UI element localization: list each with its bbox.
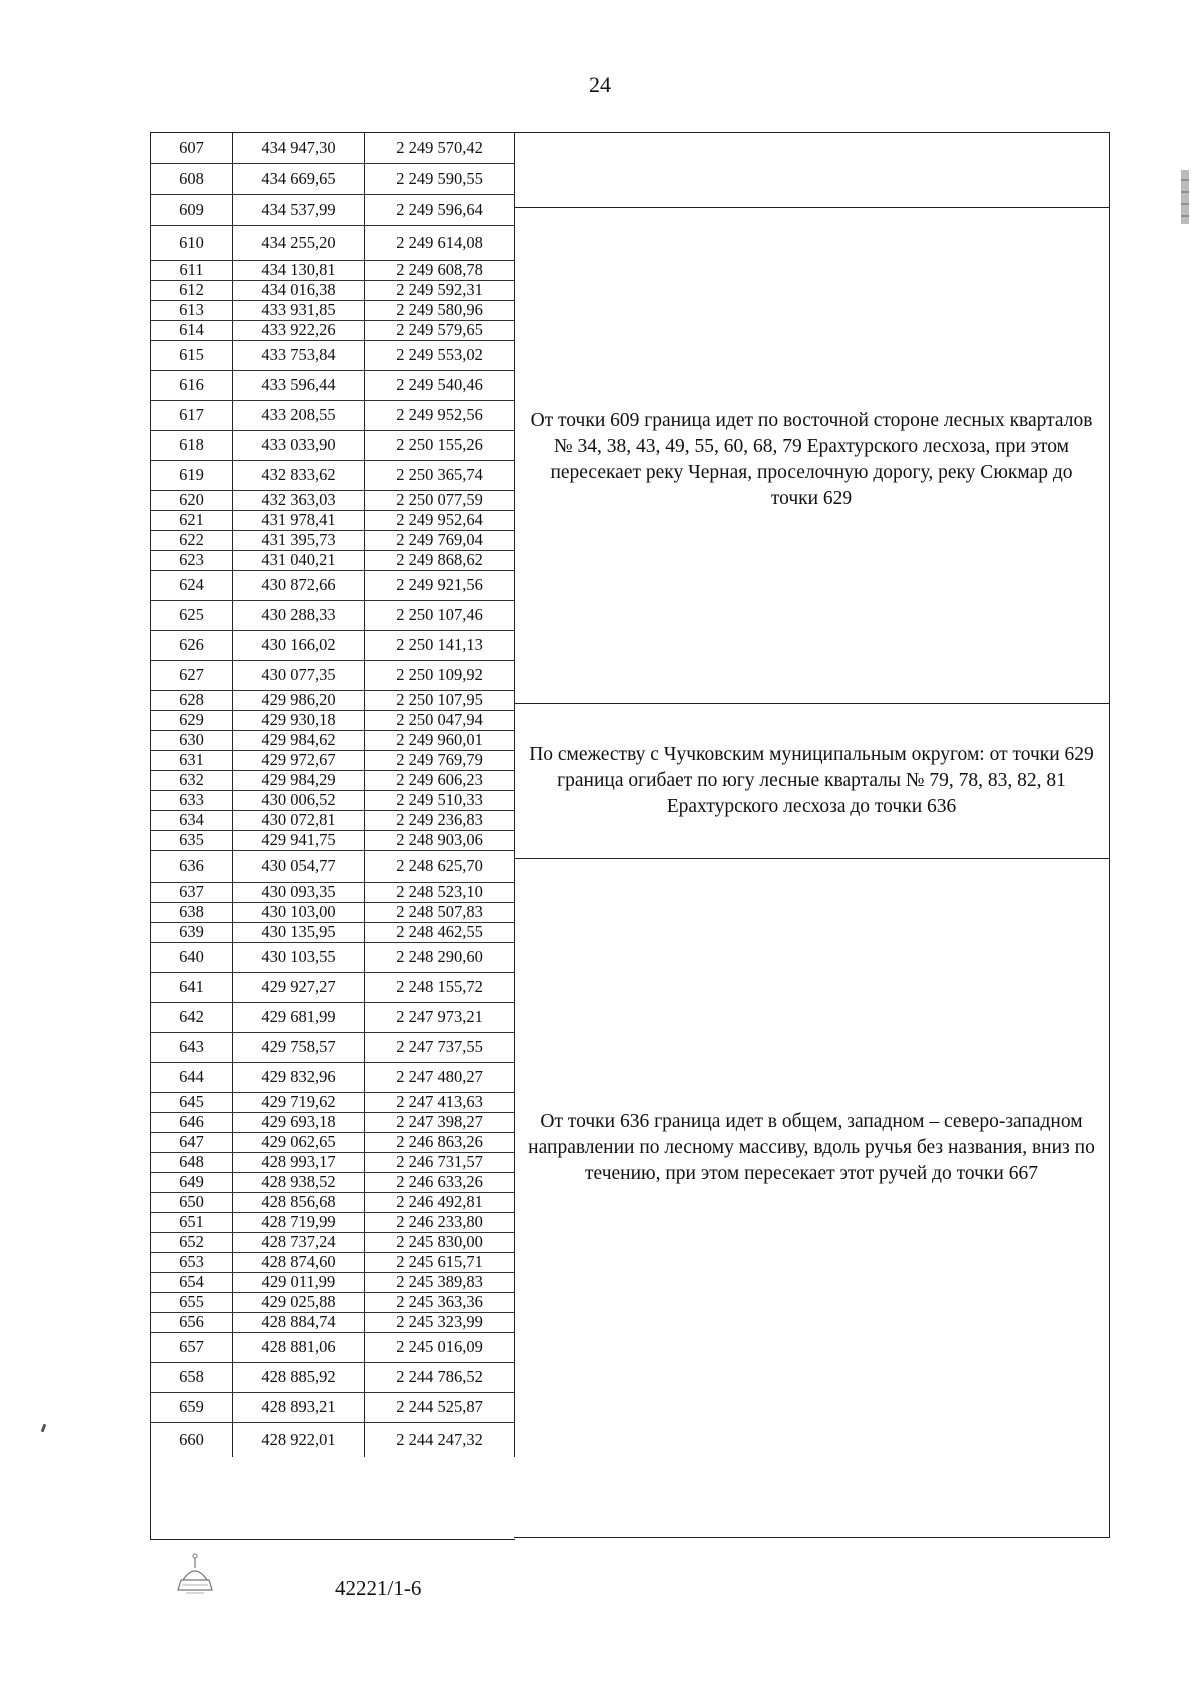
- point-number-cell: 659: [151, 1393, 233, 1422]
- point-number-cell: 654: [151, 1273, 233, 1292]
- y-coordinate-cell: 2 250 365,74: [365, 461, 515, 490]
- point-number-cell: 619: [151, 461, 233, 490]
- y-coordinate-cell: 2 244 247,32: [365, 1423, 515, 1457]
- x-coordinate-cell: 428 874,60: [233, 1253, 365, 1272]
- table-row: [151, 401, 515, 431]
- y-coordinate-cell: 2 249 608,78: [365, 261, 515, 280]
- x-coordinate-cell: 430 103,00: [233, 903, 365, 922]
- table-row: [151, 261, 515, 281]
- point-number-cell: 652: [151, 1233, 233, 1252]
- x-coordinate-cell: 429 930,18: [233, 711, 365, 730]
- y-coordinate-cell: 2 247 480,27: [365, 1063, 515, 1092]
- table-row: [151, 195, 515, 226]
- description-text-2: От точки 609 граница идет по восточной стороне лесных кварталов № 34, 38, 43, 49, 55, 60, 68, 79 Ерахтурского лесхоза, при этом пересекает реку Черная, проселочную дорогу, реку Сюкмар до точки 629: [530, 410, 1093, 509]
- description-text-3: По смежеству с Чучковским муниципальным округом: от точки 629 граница огибает по югу лесные кварталы № 79, 78, 83, 82, 81 Ерахтурского лесхоза до точки 636: [529, 744, 1094, 817]
- table-row: [151, 771, 515, 791]
- point-number-cell: 635: [151, 831, 233, 850]
- description-segment-2: [514, 207, 1109, 703]
- x-coordinate-cell: 429 011,99: [233, 1273, 365, 1292]
- point-number-cell: 609: [151, 195, 233, 225]
- y-coordinate-cell: 2 245 016,09: [365, 1333, 515, 1362]
- y-coordinate-cell: 2 249 570,42: [365, 133, 515, 163]
- table-row: [151, 811, 515, 831]
- y-coordinate-cell: 2 246 492,81: [365, 1193, 515, 1212]
- table-row: [151, 431, 515, 461]
- x-coordinate-cell: 429 693,18: [233, 1113, 365, 1132]
- x-coordinate-cell: 429 986,20: [233, 691, 365, 710]
- x-coordinate-cell: 433 753,84: [233, 341, 365, 370]
- x-coordinate-cell: 433 922,26: [233, 321, 365, 340]
- table-row: [151, 851, 515, 883]
- point-number-cell: 643: [151, 1033, 233, 1062]
- x-coordinate-cell: 428 938,52: [233, 1173, 365, 1192]
- scan-tick-mark: [41, 1424, 47, 1433]
- x-coordinate-cell: 434 537,99: [233, 195, 365, 225]
- table-row: [151, 281, 515, 301]
- y-coordinate-cell: 2 246 731,57: [365, 1153, 515, 1172]
- notary-stamp-icon: [172, 1550, 218, 1596]
- y-coordinate-cell: 2 250 109,92: [365, 661, 515, 690]
- x-coordinate-cell: 431 395,73: [233, 531, 365, 550]
- point-number-cell: 657: [151, 1333, 233, 1362]
- x-coordinate-cell: 430 166,02: [233, 631, 365, 660]
- point-number-cell: 623: [151, 551, 233, 570]
- x-coordinate-cell: 430 288,33: [233, 601, 365, 630]
- point-number-cell: 615: [151, 341, 233, 370]
- x-coordinate-cell: 429 941,75: [233, 831, 365, 850]
- point-number-cell: 660: [151, 1423, 233, 1457]
- y-coordinate-cell: 2 245 363,36: [365, 1293, 515, 1312]
- table-row: [151, 133, 515, 164]
- x-coordinate-cell: 433 931,85: [233, 301, 365, 320]
- point-number-cell: 658: [151, 1363, 233, 1392]
- x-coordinate-cell: 429 832,96: [233, 1063, 365, 1092]
- point-number-cell: 655: [151, 1293, 233, 1312]
- table-row: [151, 973, 515, 1003]
- x-coordinate-cell: 434 255,20: [233, 226, 365, 260]
- point-number-cell: 634: [151, 811, 233, 830]
- table-row: [151, 1213, 515, 1233]
- table-row: [151, 321, 515, 341]
- x-coordinate-cell: 428 737,24: [233, 1233, 365, 1252]
- table-row: [151, 1333, 515, 1363]
- table-row: [151, 1253, 515, 1273]
- y-coordinate-cell: 2 249 579,65: [365, 321, 515, 340]
- table-row: [151, 301, 515, 321]
- x-coordinate-cell: 430 006,52: [233, 791, 365, 810]
- table-row: [151, 883, 515, 903]
- table-row: [151, 226, 515, 261]
- point-number-cell: 647: [151, 1133, 233, 1152]
- coordinates-column-group: [150, 132, 515, 1540]
- y-coordinate-cell: 2 247 737,55: [365, 1033, 515, 1062]
- point-number-cell: 627: [151, 661, 233, 690]
- x-coordinate-cell: 434 947,30: [233, 133, 365, 163]
- x-coordinate-cell: 430 103,55: [233, 943, 365, 972]
- y-coordinate-cell: 2 249 614,08: [365, 226, 515, 260]
- y-coordinate-cell: 2 249 868,62: [365, 551, 515, 570]
- y-coordinate-cell: 2 249 769,04: [365, 531, 515, 550]
- table-row: [151, 1273, 515, 1293]
- x-coordinate-cell: 428 719,99: [233, 1213, 365, 1232]
- point-number-cell: 610: [151, 226, 233, 260]
- point-number-cell: 653: [151, 1253, 233, 1272]
- y-coordinate-cell: 2 249 921,56: [365, 571, 515, 600]
- x-coordinate-cell: 428 884,74: [233, 1313, 365, 1332]
- point-number-cell: 641: [151, 973, 233, 1002]
- table-row: [151, 791, 515, 811]
- point-number-cell: 637: [151, 883, 233, 902]
- table-row: [151, 1033, 515, 1063]
- y-coordinate-cell: 2 249 540,46: [365, 371, 515, 400]
- y-coordinate-cell: 2 245 389,83: [365, 1273, 515, 1292]
- table-row: [151, 1153, 515, 1173]
- y-coordinate-cell: 2 249 769,79: [365, 751, 515, 770]
- x-coordinate-cell: 431 040,21: [233, 551, 365, 570]
- point-number-cell: 645: [151, 1093, 233, 1112]
- table-row: [151, 631, 515, 661]
- point-number-cell: 622: [151, 531, 233, 550]
- y-coordinate-cell: 2 248 462,55: [365, 923, 515, 942]
- table-row: [151, 1363, 515, 1393]
- point-number-cell: 638: [151, 903, 233, 922]
- y-coordinate-cell: 2 245 323,99: [365, 1313, 515, 1332]
- y-coordinate-cell: 2 249 592,31: [365, 281, 515, 300]
- point-number-cell: 620: [151, 491, 233, 510]
- x-coordinate-cell: 429 758,57: [233, 1033, 365, 1062]
- y-coordinate-cell: 2 249 580,96: [365, 301, 515, 320]
- y-coordinate-cell: 2 249 596,64: [365, 195, 515, 225]
- point-number-cell: 642: [151, 1003, 233, 1032]
- point-number-cell: 617: [151, 401, 233, 430]
- x-coordinate-cell: 429 681,99: [233, 1003, 365, 1032]
- table-row: [151, 461, 515, 491]
- table-row: [151, 731, 515, 751]
- table-row: [151, 601, 515, 631]
- description-text-4: От точки 636 граница идет в общем, западном – северо-западном направлении по лесному массиву, вдоль ручья без названия, вниз по течению, при этом пересекает этот ручей до точки 667: [528, 1111, 1095, 1184]
- table-row: [151, 164, 515, 195]
- x-coordinate-cell: 429 025,88: [233, 1293, 365, 1312]
- table-row: [151, 551, 515, 571]
- table-row: [151, 1003, 515, 1033]
- x-coordinate-cell: 428 922,01: [233, 1423, 365, 1457]
- y-coordinate-cell: 2 244 525,87: [365, 1393, 515, 1422]
- description-column: [514, 132, 1110, 1538]
- point-number-cell: 629: [151, 711, 233, 730]
- point-number-cell: 651: [151, 1213, 233, 1232]
- table-row: [151, 1063, 515, 1093]
- table-row: [151, 943, 515, 973]
- x-coordinate-cell: 428 993,17: [233, 1153, 365, 1172]
- point-number-cell: 614: [151, 321, 233, 340]
- table-row: [151, 711, 515, 731]
- y-coordinate-cell: 2 249 510,33: [365, 791, 515, 810]
- y-coordinate-cell: 2 248 507,83: [365, 903, 515, 922]
- table-row: [151, 1393, 515, 1423]
- table-row: [151, 1313, 515, 1333]
- x-coordinate-cell: 429 984,29: [233, 771, 365, 790]
- y-coordinate-cell: 2 249 952,64: [365, 511, 515, 530]
- x-coordinate-cell: 429 984,62: [233, 731, 365, 750]
- y-coordinate-cell: 2 246 863,26: [365, 1133, 515, 1152]
- boundary-table: [150, 132, 1110, 1538]
- point-number-cell: 630: [151, 731, 233, 750]
- page-number: 24: [589, 72, 611, 97]
- x-coordinate-cell: 430 077,35: [233, 661, 365, 690]
- y-coordinate-cell: 2 249 553,02: [365, 341, 515, 370]
- x-coordinate-cell: 433 596,44: [233, 371, 365, 400]
- y-coordinate-cell: 2 248 290,60: [365, 943, 515, 972]
- document-code: 42221/1-6: [335, 1576, 422, 1600]
- point-number-cell: 624: [151, 571, 233, 600]
- description-segment-1: [514, 133, 1109, 207]
- description-segment-4: [514, 858, 1109, 1539]
- point-number-cell: 613: [151, 301, 233, 320]
- y-coordinate-cell: 2 249 952,56: [365, 401, 515, 430]
- table-row: [151, 341, 515, 371]
- table-row: [151, 1293, 515, 1313]
- y-coordinate-cell: 2 249 606,23: [365, 771, 515, 790]
- table-row: [151, 371, 515, 401]
- point-number-cell: 639: [151, 923, 233, 942]
- y-coordinate-cell: 2 249 590,55: [365, 164, 515, 194]
- point-number-cell: 644: [151, 1063, 233, 1092]
- table-row: [151, 1233, 515, 1253]
- point-number-cell: 650: [151, 1193, 233, 1212]
- y-coordinate-cell: 2 249 960,01: [365, 731, 515, 750]
- y-coordinate-cell: 2 248 523,10: [365, 883, 515, 902]
- x-coordinate-cell: 432 363,03: [233, 491, 365, 510]
- x-coordinate-cell: 428 856,68: [233, 1193, 365, 1212]
- x-coordinate-cell: 434 016,38: [233, 281, 365, 300]
- point-number-cell: 616: [151, 371, 233, 400]
- point-number-cell: 618: [151, 431, 233, 460]
- table-row: [151, 1093, 515, 1113]
- y-coordinate-cell: 2 250 077,59: [365, 491, 515, 510]
- table-row: [151, 751, 515, 771]
- y-coordinate-cell: 2 246 633,26: [365, 1173, 515, 1192]
- table-row: [151, 831, 515, 851]
- table-row: [151, 1133, 515, 1153]
- y-coordinate-cell: 2 250 155,26: [365, 431, 515, 460]
- y-coordinate-cell: 2 250 141,13: [365, 631, 515, 660]
- table-row: [151, 571, 515, 601]
- point-number-cell: 612: [151, 281, 233, 300]
- x-coordinate-cell: 430 135,95: [233, 923, 365, 942]
- point-number-cell: 640: [151, 943, 233, 972]
- point-number-cell: 633: [151, 791, 233, 810]
- table-row: [151, 661, 515, 691]
- x-coordinate-cell: 428 893,21: [233, 1393, 365, 1422]
- point-number-cell: 649: [151, 1173, 233, 1192]
- point-number-cell: 608: [151, 164, 233, 194]
- table-row: [151, 1173, 515, 1193]
- point-number-cell: 607: [151, 133, 233, 163]
- x-coordinate-cell: 430 072,81: [233, 811, 365, 830]
- point-number-cell: 611: [151, 261, 233, 280]
- point-number-cell: 631: [151, 751, 233, 770]
- x-coordinate-cell: 429 972,67: [233, 751, 365, 770]
- point-number-cell: 621: [151, 511, 233, 530]
- y-coordinate-cell: 2 245 830,00: [365, 1233, 515, 1252]
- x-coordinate-cell: 431 978,41: [233, 511, 365, 530]
- scan-margin-mark: [1180, 170, 1190, 224]
- x-coordinate-cell: 429 719,62: [233, 1093, 365, 1112]
- x-coordinate-cell: 432 833,62: [233, 461, 365, 490]
- y-coordinate-cell: 2 250 107,95: [365, 691, 515, 710]
- table-row: [151, 691, 515, 711]
- point-number-cell: 632: [151, 771, 233, 790]
- x-coordinate-cell: 429 927,27: [233, 973, 365, 1002]
- y-coordinate-cell: 2 247 973,21: [365, 1003, 515, 1032]
- table-row: [151, 1423, 515, 1457]
- x-coordinate-cell: 434 669,65: [233, 164, 365, 194]
- description-segment-3: [514, 703, 1109, 858]
- y-coordinate-cell: 2 246 233,80: [365, 1213, 515, 1232]
- y-coordinate-cell: 2 249 236,83: [365, 811, 515, 830]
- y-coordinate-cell: 2 245 615,71: [365, 1253, 515, 1272]
- table-row: [151, 903, 515, 923]
- x-coordinate-cell: 433 033,90: [233, 431, 365, 460]
- table-row: [151, 491, 515, 511]
- y-coordinate-cell: 2 248 625,70: [365, 851, 515, 882]
- y-coordinate-cell: 2 247 398,27: [365, 1113, 515, 1132]
- x-coordinate-cell: 428 881,06: [233, 1333, 365, 1362]
- table-row: [151, 511, 515, 531]
- point-number-cell: 628: [151, 691, 233, 710]
- y-coordinate-cell: 2 250 047,94: [365, 711, 515, 730]
- point-number-cell: 625: [151, 601, 233, 630]
- table-row: [151, 531, 515, 551]
- point-number-cell: 626: [151, 631, 233, 660]
- x-coordinate-cell: 428 885,92: [233, 1363, 365, 1392]
- table-row: [151, 1113, 515, 1133]
- y-coordinate-cell: 2 244 786,52: [365, 1363, 515, 1392]
- point-number-cell: 646: [151, 1113, 233, 1132]
- point-number-cell: 656: [151, 1313, 233, 1332]
- x-coordinate-cell: 430 872,66: [233, 571, 365, 600]
- table-row: [151, 923, 515, 943]
- y-coordinate-cell: 2 250 107,46: [365, 601, 515, 630]
- x-coordinate-cell: 434 130,81: [233, 261, 365, 280]
- y-coordinate-cell: 2 247 413,63: [365, 1093, 515, 1112]
- x-coordinate-cell: 430 054,77: [233, 851, 365, 882]
- x-coordinate-cell: 430 093,35: [233, 883, 365, 902]
- x-coordinate-cell: 433 208,55: [233, 401, 365, 430]
- y-coordinate-cell: 2 248 903,06: [365, 831, 515, 850]
- y-coordinate-cell: 2 248 155,72: [365, 973, 515, 1002]
- x-coordinate-cell: 429 062,65: [233, 1133, 365, 1152]
- point-number-cell: 648: [151, 1153, 233, 1172]
- point-number-cell: 636: [151, 851, 233, 882]
- table-row: [151, 1193, 515, 1213]
